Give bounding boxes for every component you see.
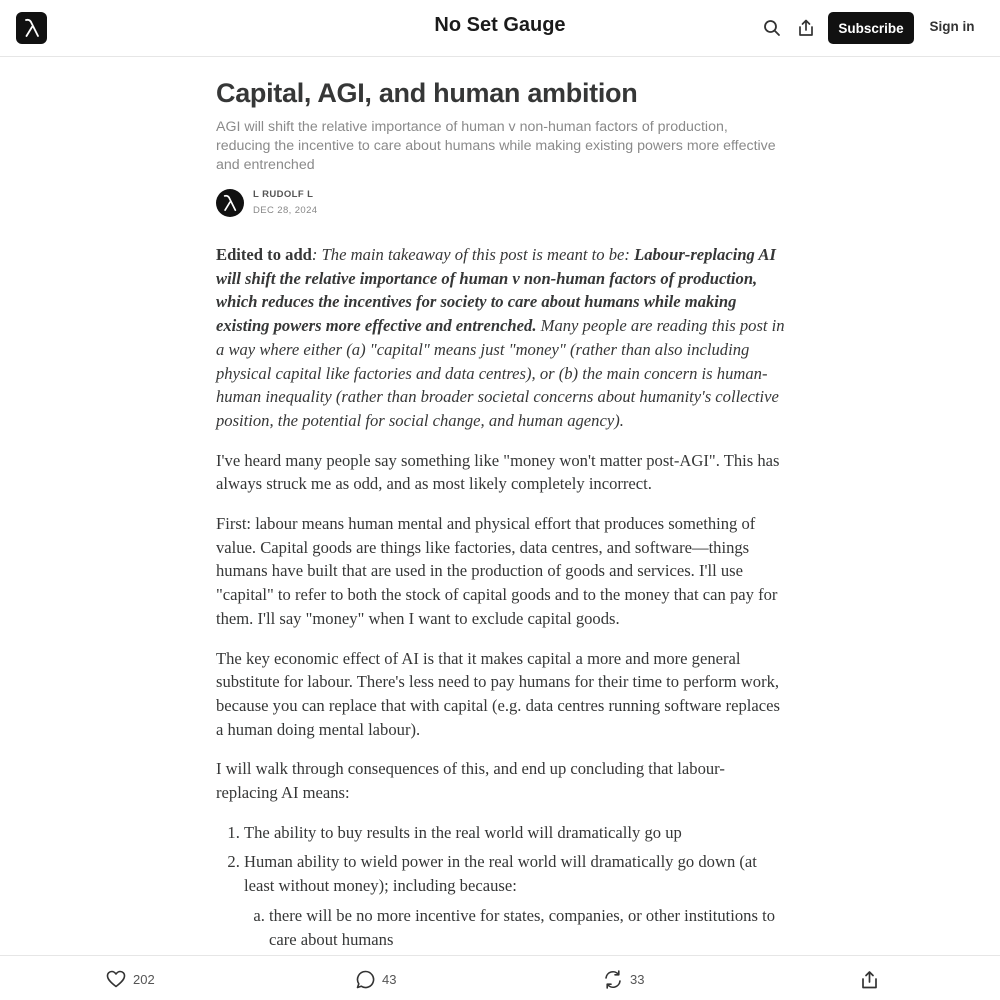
restack-count: 33 xyxy=(630,971,645,987)
list-item: 1. The ability to buy results in the real world will dramatically go up xyxy=(244,821,786,845)
lambda-logo-icon xyxy=(23,18,41,38)
consequence-list xyxy=(216,821,786,952)
paragraph: The key economic effect of AI is that it makes capital a more and more general substitute for labour. There's less need to pay humans for their time to perform work, because you can replace that with capital (e.g. data centres running software replaces a human doing mental labour). xyxy=(216,648,780,739)
edited-note xyxy=(216,243,786,433)
lambda-avatar-icon xyxy=(222,194,238,212)
edited-main-takeaway: Labour-replacing AI will shift the relative importance of human v non-human factors of production, which reduces the incentives for society to care about humans while making existing powers more effective and entrenched. xyxy=(216,245,776,336)
post-date: DEC 28, 2024 xyxy=(253,205,318,216)
post-body xyxy=(216,243,786,957)
site-title[interactable]: No Set Gauge xyxy=(434,14,566,36)
like-count: 202 xyxy=(133,971,155,987)
share-icon xyxy=(861,970,878,989)
paragraph: I've heard many people say something like "money won't matter post-AGI". This has always struck me as odd, and as most likely completely incorrect. xyxy=(216,450,780,494)
post-action-bar xyxy=(0,955,1000,1000)
top-bar xyxy=(0,0,1000,57)
like-button[interactable] xyxy=(106,968,155,990)
post-title: Capital, AGI, and human ambition xyxy=(216,78,638,108)
author-avatar[interactable] xyxy=(216,189,244,217)
author-name[interactable]: L RUDOLF L xyxy=(253,189,314,200)
edited-intro: : The main takeaway of this post is meant to be: xyxy=(311,245,635,264)
comment-button[interactable] xyxy=(356,968,396,990)
search-icon[interactable] xyxy=(761,17,783,39)
sub-list xyxy=(244,904,786,951)
comment-icon xyxy=(356,970,375,989)
publication-logo[interactable] xyxy=(16,12,47,44)
edited-label: Edited to add xyxy=(216,245,312,264)
subscribe-button[interactable]: Subscribe xyxy=(828,12,914,44)
restack-button[interactable] xyxy=(603,968,644,990)
restack-icon xyxy=(603,970,623,989)
list-item xyxy=(244,850,786,951)
heart-icon xyxy=(106,970,126,988)
comment-count: 43 xyxy=(382,971,397,987)
share-icon[interactable] xyxy=(795,17,817,39)
list-item-text: Human ability to wield power in the real world will dramatically go down (at least without money); including because: xyxy=(244,852,757,896)
post-subtitle: AGI will shift the relative importance of human v non-human factors of production, reducing the incentive to care about humans while making existing powers more effective and entrenched xyxy=(216,119,776,173)
byline xyxy=(216,188,516,218)
edited-clarification: Many people are reading this post in a way where either (a) "capital" means just "money" (rather than also including physical capital like factories and data centres), or (b) the main concern is human-human inequality (rather than broader societal concerns about humanity's collective position, the potential for social change, and human agency). xyxy=(216,316,785,430)
sub-list-item: a. there will be no more incentive for states, companies, or other institutions to care about humans xyxy=(269,904,786,951)
paragraph: First: labour means human mental and physical effort that produces something of value. Capital goods are things like factories, data centres, and software—things humans have built that are used in the production of goods and services. I'll use "capital" to refer to both the stock of capital goods and to the money that can pay for them. I'll say "money" when I want to exclude capital goods. xyxy=(216,514,778,628)
paragraph: I will walk through consequences of this, and end up concluding that labour-replacing AI means: xyxy=(216,759,725,803)
share-post-button[interactable] xyxy=(861,968,885,990)
sign-in-link[interactable]: Sign in xyxy=(929,19,975,34)
